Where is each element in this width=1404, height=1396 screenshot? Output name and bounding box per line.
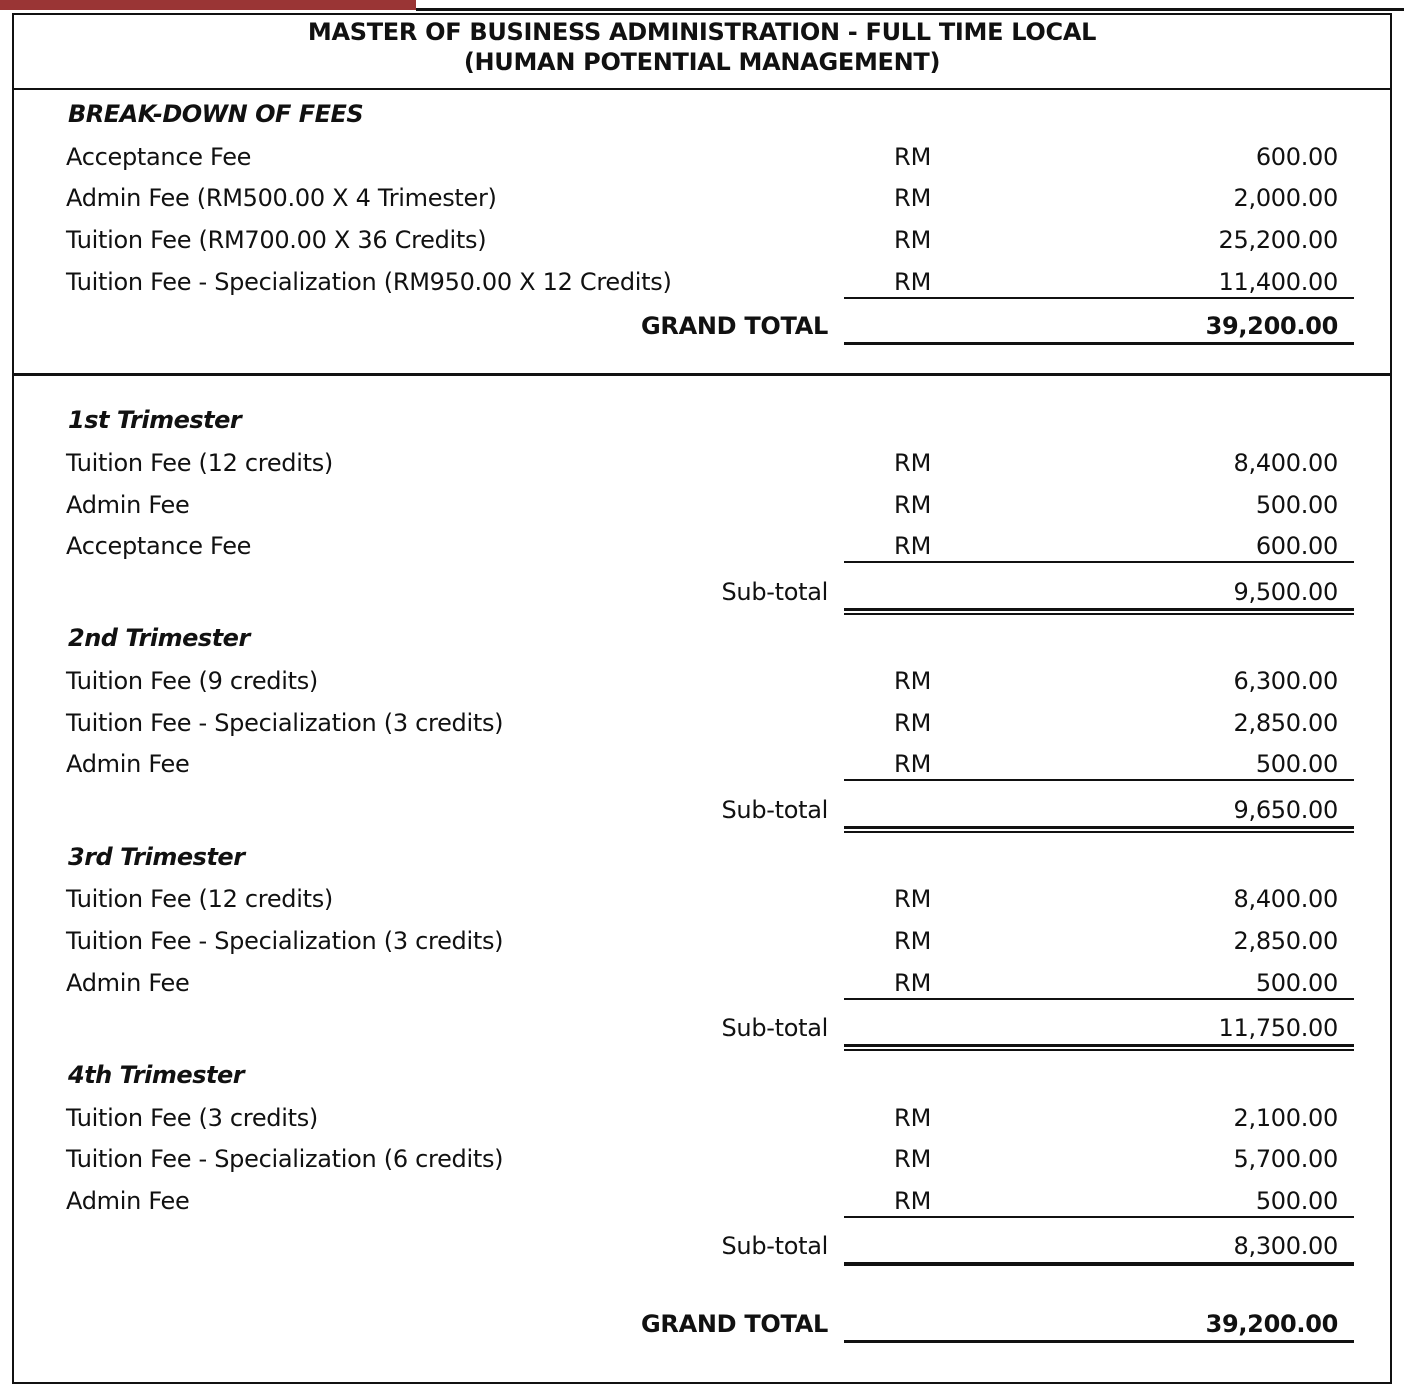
currency-label: RM bbox=[894, 709, 932, 737]
trimester-subtotal bbox=[14, 578, 1390, 610]
fee-label: Admin Fee bbox=[66, 969, 190, 997]
currency-label: RM bbox=[894, 143, 932, 171]
total-rule bbox=[844, 1340, 1354, 1343]
trimester-row bbox=[14, 1187, 1390, 1217]
fee-label: Admin Fee (RM500.00 X 4 Trimester) bbox=[66, 184, 497, 212]
currency-label: RM bbox=[894, 1104, 932, 1132]
trimester-title: 4th Trimester bbox=[68, 1061, 245, 1089]
page-title: MASTER OF BUSINESS ADMINISTRATION - FULL TIME LOCAL bbox=[307, 18, 1097, 46]
currency-label: RM bbox=[894, 969, 932, 997]
trimester-subtotal bbox=[14, 1014, 1390, 1046]
trimester-row bbox=[14, 667, 1390, 697]
fee-amount: 500.00 bbox=[1255, 491, 1338, 519]
currency-label: RM bbox=[894, 667, 932, 695]
fee-amount: 500.00 bbox=[1255, 969, 1338, 997]
subtotal-label: Sub-total bbox=[721, 1014, 828, 1042]
subtotal-rule bbox=[844, 1262, 1354, 1266]
grand-total-label: GRAND TOTAL bbox=[641, 1310, 828, 1338]
fee-amount: 2,000.00 bbox=[1233, 184, 1338, 212]
subtotal-label: Sub-total bbox=[721, 1232, 828, 1260]
subtotal-rule-double bbox=[844, 1049, 1354, 1051]
breakdown-title: BREAK-DOWN OF FEES bbox=[68, 100, 364, 128]
subtotal-amount: 8,300.00 bbox=[1233, 1232, 1338, 1260]
currency-label: RM bbox=[894, 226, 932, 254]
trimester-row bbox=[14, 750, 1390, 780]
fee-amount: 2,850.00 bbox=[1233, 927, 1338, 955]
page-subtitle: (HUMAN POTENTIAL MANAGEMENT) bbox=[463, 48, 941, 76]
section-divider bbox=[14, 373, 1390, 376]
subtotal-label: Sub-total bbox=[721, 796, 828, 824]
fee-amount: 600.00 bbox=[1255, 143, 1338, 171]
currency-label: RM bbox=[894, 268, 932, 296]
breakdown-row bbox=[14, 226, 1390, 256]
currency-label: RM bbox=[894, 750, 932, 778]
currency-label: RM bbox=[894, 1145, 932, 1173]
header-accent-bar bbox=[0, 0, 416, 10]
grand-total-amount: 39,200.00 bbox=[1205, 312, 1338, 340]
fee-amount: 11,400.00 bbox=[1218, 268, 1338, 296]
breakdown-grand-total bbox=[14, 312, 1390, 344]
fee-schedule-document bbox=[12, 13, 1392, 1384]
currency-label: RM bbox=[894, 532, 932, 560]
currency-label: RM bbox=[894, 1187, 932, 1215]
trimester-row bbox=[14, 491, 1390, 521]
currency-label: RM bbox=[894, 184, 932, 212]
fee-label: Tuition Fee - Specialization (3 credits) bbox=[66, 709, 504, 737]
fee-amount: 2,850.00 bbox=[1233, 709, 1338, 737]
fee-label: Tuition Fee - Specialization (RM950.00 X 12 Credits) bbox=[66, 268, 672, 296]
trimester-subtotal bbox=[14, 796, 1390, 828]
breakdown-row bbox=[14, 184, 1390, 214]
fee-label: Tuition Fee - Specialization (3 credits) bbox=[66, 927, 504, 955]
currency-label: RM bbox=[894, 885, 932, 913]
trimester-title: 1st Trimester bbox=[68, 406, 242, 434]
grand-total bbox=[14, 1310, 1390, 1342]
trimester-subtotal bbox=[14, 1232, 1390, 1264]
fee-amount: 5,700.00 bbox=[1233, 1145, 1338, 1173]
breakdown-row bbox=[14, 268, 1390, 298]
trimester-row bbox=[14, 1104, 1390, 1134]
fee-amount: 6,300.00 bbox=[1233, 667, 1338, 695]
fee-label: Tuition Fee (RM700.00 X 36 Credits) bbox=[66, 226, 487, 254]
breakdown-row bbox=[14, 143, 1390, 173]
fee-label: Acceptance Fee bbox=[66, 143, 252, 171]
fee-amount: 500.00 bbox=[1255, 1187, 1338, 1215]
trimester-title: 2nd Trimester bbox=[68, 624, 250, 652]
subtotal-amount: 9,650.00 bbox=[1233, 796, 1338, 824]
currency-label: RM bbox=[894, 927, 932, 955]
currency-label: RM bbox=[894, 449, 932, 477]
subtotal-amount: 9,500.00 bbox=[1233, 578, 1338, 606]
fee-label: Admin Fee bbox=[66, 1187, 190, 1215]
trimester-row bbox=[14, 449, 1390, 479]
grand-total-amount: 39,200.00 bbox=[1205, 1310, 1338, 1338]
subtotal-label: Sub-total bbox=[721, 578, 828, 606]
document-header bbox=[14, 15, 1390, 90]
subtotal-rule bbox=[844, 1044, 1354, 1047]
trimester-row bbox=[14, 532, 1390, 562]
subtotal-rule-double bbox=[844, 831, 1354, 833]
subtotal-rule bbox=[844, 608, 1354, 611]
trimester-row bbox=[14, 969, 1390, 999]
fee-label: Tuition Fee (12 credits) bbox=[66, 885, 333, 913]
grand-total-label: GRAND TOTAL bbox=[641, 312, 828, 340]
fee-amount: 8,400.00 bbox=[1233, 885, 1338, 913]
fee-amount: 600.00 bbox=[1255, 532, 1338, 560]
subtotal-amount: 11,750.00 bbox=[1218, 1014, 1338, 1042]
fee-amount: 2,100.00 bbox=[1233, 1104, 1338, 1132]
trimester-row bbox=[14, 709, 1390, 739]
fee-label: Tuition Fee (9 credits) bbox=[66, 667, 318, 695]
fee-label: Tuition Fee - Specialization (6 credits) bbox=[66, 1145, 504, 1173]
subtotal-rule-double bbox=[844, 613, 1354, 615]
trimester-row bbox=[14, 927, 1390, 957]
trimester-title: 3rd Trimester bbox=[68, 843, 245, 871]
trimester-row bbox=[14, 1145, 1390, 1175]
subtotal-rule bbox=[844, 826, 1354, 829]
fee-label: Acceptance Fee bbox=[66, 532, 252, 560]
fee-amount: 500.00 bbox=[1255, 750, 1338, 778]
fee-label: Admin Fee bbox=[66, 491, 190, 519]
fee-amount: 8,400.00 bbox=[1233, 449, 1338, 477]
header-rule bbox=[416, 8, 1404, 11]
fee-label: Tuition Fee (3 credits) bbox=[66, 1104, 318, 1132]
total-rule bbox=[844, 342, 1354, 345]
currency-label: RM bbox=[894, 491, 932, 519]
fee-amount: 25,200.00 bbox=[1218, 226, 1338, 254]
fee-label: Tuition Fee (12 credits) bbox=[66, 449, 333, 477]
fee-label: Admin Fee bbox=[66, 750, 190, 778]
trimester-row bbox=[14, 885, 1390, 915]
